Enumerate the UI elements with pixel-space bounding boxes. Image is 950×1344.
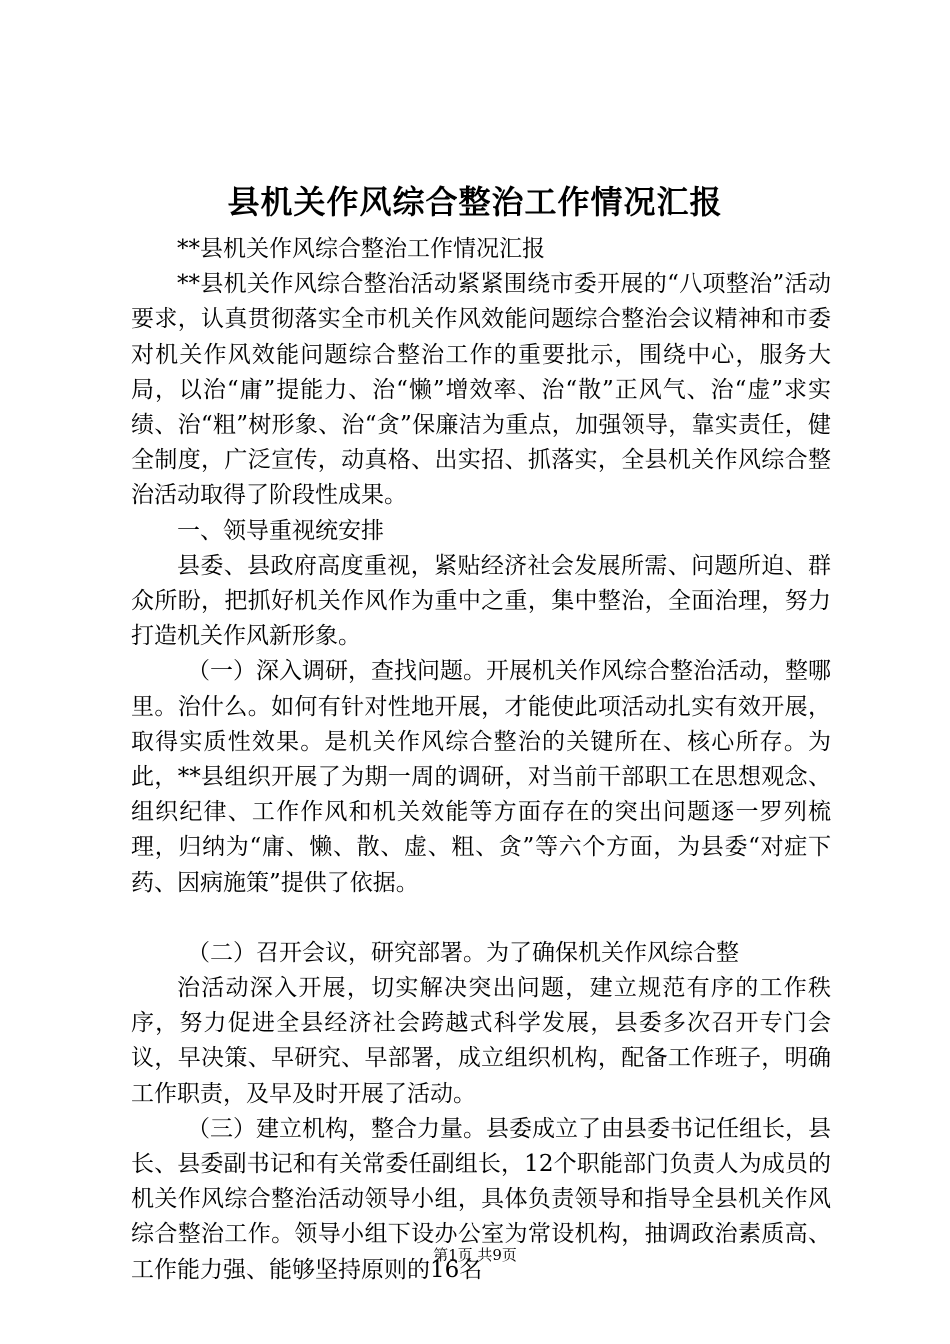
paragraph-item-3: （三）建立机构，整合力量。县委成立了由县委书记任组长，县长、县委副书记和有关常委任副组长，12个职能部门负责人为成员的机关作风综合整治活动领导小组，具体负责领导和指导全县机关作风综合整治工作。领导小组下设办公室为常设机构，抽调政治素质高、工作能力强、能够坚持原则的16名: [131, 1115, 831, 1283]
paragraph-item-2-continued: 治活动深入开展，切实解决突出问题，建立规范有序的工作秩序，努力促进全县经济社会跨越式科学发展，县委多次召开专门会议，早决策、早研究、早部署，成立组织机构，配备工作班子，明确工作职责，及早及时开展了活动。: [131, 975, 831, 1107]
paragraph-item-1: （一）深入调研，查找问题。开展机关作风综合整治活动，整哪里。治什么。如何有针对性地开展，才能使此项活动扎实有效开展，取得实质性效果。是机关作风综合整治的关键所在、核心所存。为此，**县组织开展了为期一周的调研，对当前干部职工在思想观念、组织纪律、工作作风和机关效能等方面存在的突出问题逐一罗列梳理，归纳为“庸、懒、散、虚、粗、贪”等六个方面，为县委“对症下药、因病施策”提供了依据。: [131, 658, 831, 896]
document-title: 县机关作风综合整治工作情况汇报: [227, 183, 723, 221]
page-footer: 第1页 共9页: [433, 1246, 517, 1264]
paragraph-subtitle: **县机关作风综合整治工作情况汇报: [177, 236, 545, 262]
paragraph-item-2: （二）召开会议，研究部署。为了确保机关作风综合整: [187, 939, 739, 966]
document-body: [131, 232, 831, 1288]
paragraph-section-1: 县委、县政府高度重视，紧贴经济社会发展所需、问题所迫、群众所盼，把抓好机关作风作为重中之重，集中整治，全面治理，努力打造机关作风新形象。: [131, 552, 831, 650]
section-heading-1: 一、领导重视统安排: [177, 517, 384, 544]
paragraph-intro: **县机关作风综合整治活动紧紧围绕市委开展的“八项整治”活动要求，认真贯彻落实全市机关作风效能问题综合整治会议精神和市委对机关作风效能问题综合整治工作的重要批示，围绕中心，服务大局，以治“庸”提能力、治“懒”增效率、治“散”正风气、治“虚”求实绩、治“粗”树形象、治“贪”保廉洁为重点，加强领导，靠实责任，健全制度，广泛宣传，动真格、出实招、抓落实，全县机关作风综合整治活动取得了阶段性成果。: [131, 271, 831, 509]
